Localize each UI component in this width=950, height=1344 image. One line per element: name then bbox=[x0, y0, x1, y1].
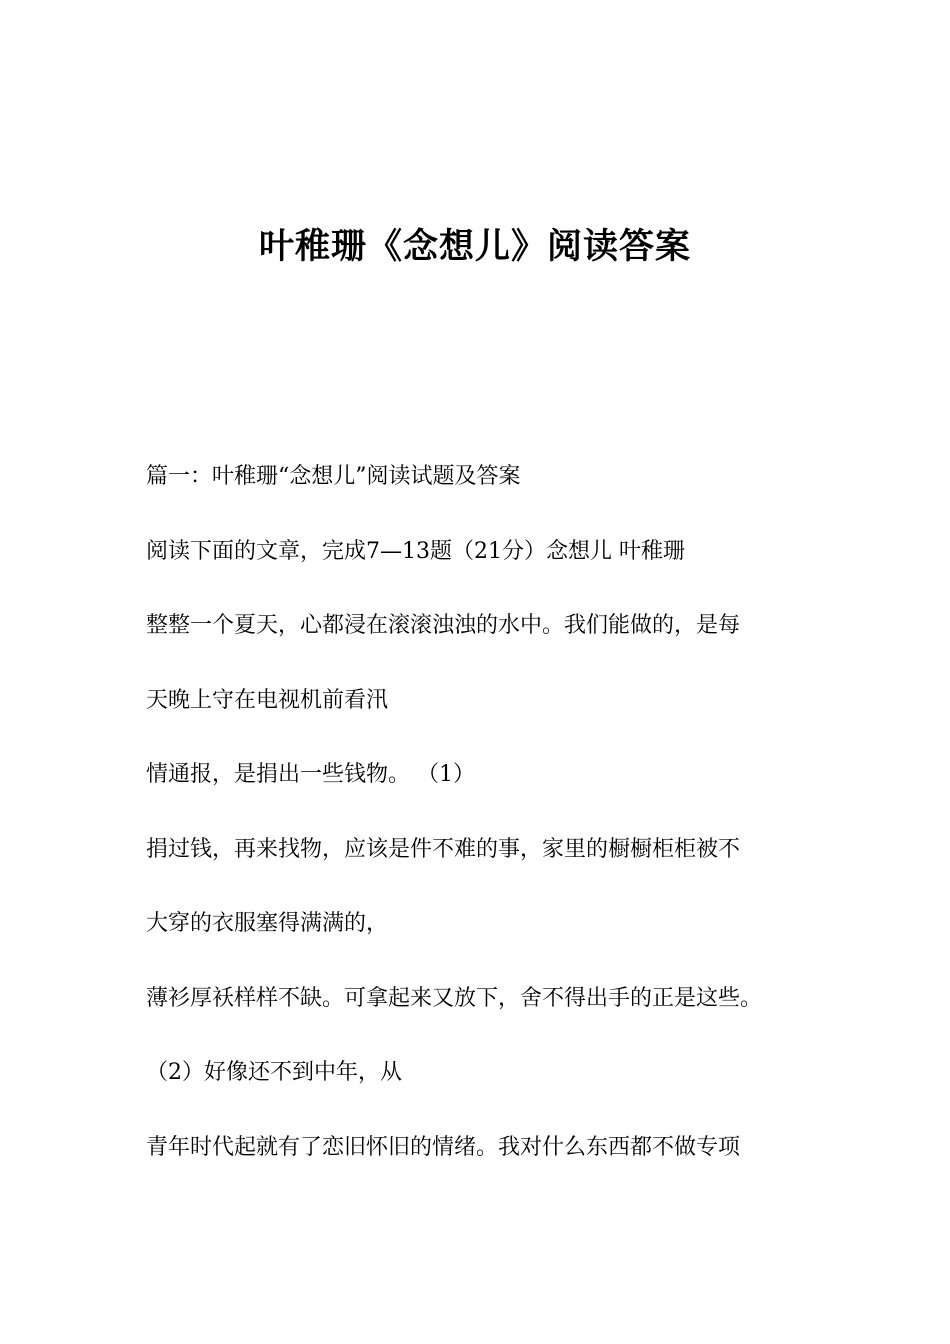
paragraph-line: 薄衫厚袄样样不缺。可拿起来又放下，舍不得出手的正是这些。 bbox=[146, 986, 763, 1011]
paragraph-line: 天晚上守在电视机前看汛 bbox=[146, 688, 389, 713]
paragraph-line: （2）好像还不到中年，从 bbox=[146, 1060, 402, 1085]
paragraph-line: 情通报，是捐出一些钱物。 （1） bbox=[146, 762, 475, 787]
paragraph-line: 青年时代起就有了恋旧怀旧的情绪。我对什么东西都不做专项 bbox=[146, 1135, 741, 1160]
section-heading: 篇一：叶稚珊“念想儿”阅读试题及答案 bbox=[146, 464, 521, 489]
paragraph-line: 大穿的衣服塞得满满的， bbox=[146, 911, 389, 936]
paragraph-line: 阅读下面的文章，完成7—13题（21分）念想儿 叶稚珊 bbox=[146, 539, 685, 564]
paragraph-line: 捐过钱，再来找物，应该是件不难的事，家里的橱橱柜柜被不 bbox=[146, 837, 741, 862]
document-title: 叶稚珊《念想儿》阅读答案 bbox=[258, 227, 691, 267]
paragraph-line: 整整一个夏天，心都浸在滚滚浊浊的水中。我们能做的，是每 bbox=[146, 613, 741, 638]
